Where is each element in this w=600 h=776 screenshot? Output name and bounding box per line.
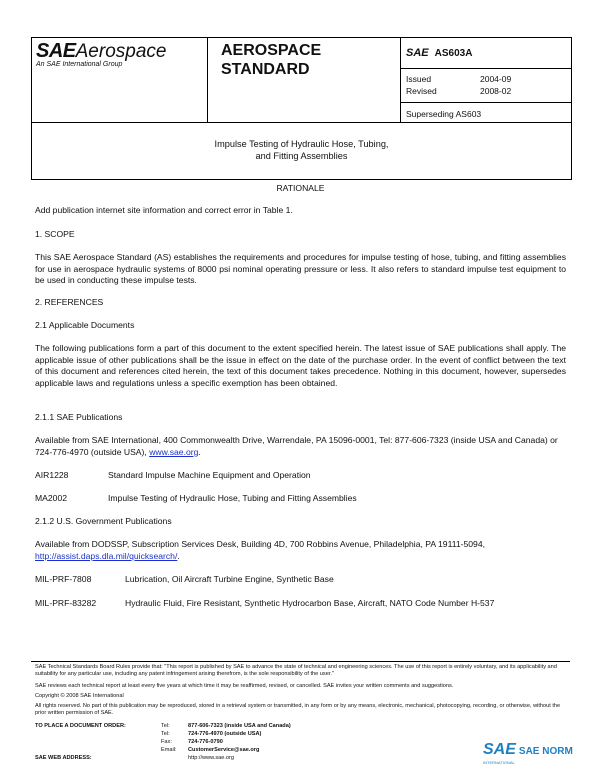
government-publications-text — [35, 539, 566, 562]
government-publications-heading: 2.1.2 U.S. Government Publications — [35, 516, 172, 526]
title-line-1: Impulse Testing of Hydraulic Hose, Tubing, — [214, 139, 389, 149]
reference-description: Standard Impulse Machine Equipment and Operation — [108, 470, 311, 480]
issued-label: Issued — [406, 74, 432, 84]
reference-description: Hydraulic Fluid, Fire Resistant, Synthetic Hydrocarbon Base, Aircraft, NATO Code Number H-537 — [125, 598, 495, 608]
standard-line-2: STANDARD — [221, 61, 310, 78]
sae-publications-body: Available from SAE International, 400 Commonwealth Drive, Warrendale, PA 15096-0001, Tel: 877-606-7323 (inside USA and Canada) or 724-776-4970 (outside USA), — [35, 435, 558, 457]
standard-title — [221, 41, 321, 79]
divider — [400, 102, 571, 103]
reference-code: MIL-PRF-83282 — [35, 598, 97, 608]
document-number — [406, 47, 472, 59]
divider — [400, 38, 401, 122]
sae-website-link[interactable]: www.sae.org — [149, 446, 199, 457]
header-box — [31, 37, 572, 123]
period: . — [177, 550, 180, 561]
footer-rights-text: All rights reserved. No part of this publication may be reproduced, stored in a retrieval system or transmitted, in any form or by any means, electronic, mechanical, photocopying, recording, or otherwise, without the prior written permission of SAE. — [35, 703, 561, 717]
reference-item — [35, 470, 311, 480]
reference-item — [35, 493, 357, 503]
title-box — [31, 121, 572, 180]
order-value: 724-776-4970 (outside USA) — [188, 731, 262, 737]
sae-aerospace-logo — [36, 40, 167, 68]
document-title — [32, 138, 571, 162]
rationale-text: Add publication internet site information and correct error in Table 1. — [35, 205, 293, 215]
applicable-documents-heading: 2.1 Applicable Documents — [35, 320, 135, 330]
footer-rules-text: SAE Technical Standards Board Rules provide that: "This report is published by SAE to advance the state of technical and engineering sciences. The use of this report is entirely voluntary, and its applicability and suitability for any particular use, including any patent infringement arising therefrom, is the sole responsibility of the user." — [35, 664, 557, 678]
order-value: 877-606-7323 (inside USA and Canada) — [188, 723, 291, 729]
web-label: SAE WEB ADDRESS: — [35, 755, 92, 761]
reference-code: AIR1228 — [35, 470, 69, 480]
superseding: Superseding AS603 — [406, 109, 482, 119]
order-key: Tel: — [161, 723, 170, 729]
divider — [400, 68, 571, 69]
divider — [207, 38, 208, 122]
scope-heading: 1. SCOPE — [35, 229, 75, 239]
order-label: TO PLACE A DOCUMENT ORDER: — [35, 723, 126, 729]
sae-norm-logo — [483, 741, 573, 765]
government-publications-body: Available from DODSSP, Subscription Services Desk, Building 4D, 700 Robbins Avenue, Philadelphia, PA 19111-5094, — [35, 539, 486, 549]
reference-code: MA2002 — [35, 493, 68, 503]
order-value: 724-776-0790 — [188, 739, 223, 745]
order-key: Tel: — [161, 731, 170, 737]
reference-description: Lubrication, Oil Aircraft Turbine Engine, Synthetic Base — [125, 574, 334, 584]
scope-text: This SAE Aerospace Standard (AS) establishes the requirements and procedures for impulse testing of hose, tubing, and fitting assemblies for use in aerospace hydraulic systems of 8000 psi nominal operating pressure or less. It also refers to standard impulse test equipment to be used in conducting these impulse tests. — [35, 252, 566, 286]
order-key: Email: — [161, 747, 177, 753]
applicable-documents-text: The following publications form a part of this document to the extent specified herein. The latest issue of SAE publications shall apply. The applicable issue of other publications shall be the issue in effect on the date of the purchase order. In the event of conflict between the text of this document and references cited herein, the text of this document takes precedence. Nothing in this document, however, supersedes applicable laws and regulations unless a specific exemption has been obtained. — [35, 343, 566, 388]
rationale-heading: RATIONALE — [276, 183, 325, 193]
period: . — [198, 446, 201, 457]
issue-dates — [406, 73, 511, 97]
norm-logo-text: SAE NORM — [518, 746, 573, 757]
sae-publications-text — [35, 435, 566, 458]
order-email[interactable]: CustomerService@sae.org — [188, 747, 260, 753]
revised-label: Revised — [406, 86, 437, 96]
revised-value: 2008-02 — [480, 86, 512, 96]
norm-logo-sae: SAE — [483, 741, 516, 758]
brand-group: An SAE International Group — [36, 61, 123, 68]
assist-link[interactable]: http://assist.daps.dla.mil/quicksearch/ — [35, 550, 178, 561]
references-heading: 2. REFERENCES — [35, 297, 104, 307]
footer-review-text: SAE reviews each technical report at least every five years at which time it may be reaffirmed, revised, or cancelled. SAE invites your written comments and suggestions. — [35, 683, 454, 689]
issued-value: 2004-09 — [480, 74, 512, 84]
brand-aerospace: Aerospace — [75, 41, 167, 62]
footer-rule — [31, 661, 570, 662]
sae-small-logo: SAE — [406, 47, 429, 59]
reference-description: Impulse Testing of Hydraulic Hose, Tubing and Fitting Assemblies — [108, 493, 357, 503]
brand-sae: SAE — [36, 40, 76, 62]
reference-item — [35, 574, 334, 584]
footer-copyright: Copyright © 2008 SAE International — [35, 693, 124, 699]
title-line-2: and Fitting Assemblies — [255, 151, 348, 161]
doc-number-text: AS603A — [434, 48, 473, 59]
web-address[interactable]: http://www.sae.org — [188, 755, 235, 761]
standard-line-1: AEROSPACE — [221, 42, 322, 59]
reference-code: MIL-PRF-7808 — [35, 574, 92, 584]
norm-logo-small: INTERNATIONAL — [483, 760, 515, 765]
order-key: Fax: — [161, 739, 172, 745]
sae-publications-heading: 2.1.1 SAE Publications — [35, 412, 123, 422]
reference-item — [35, 598, 495, 608]
